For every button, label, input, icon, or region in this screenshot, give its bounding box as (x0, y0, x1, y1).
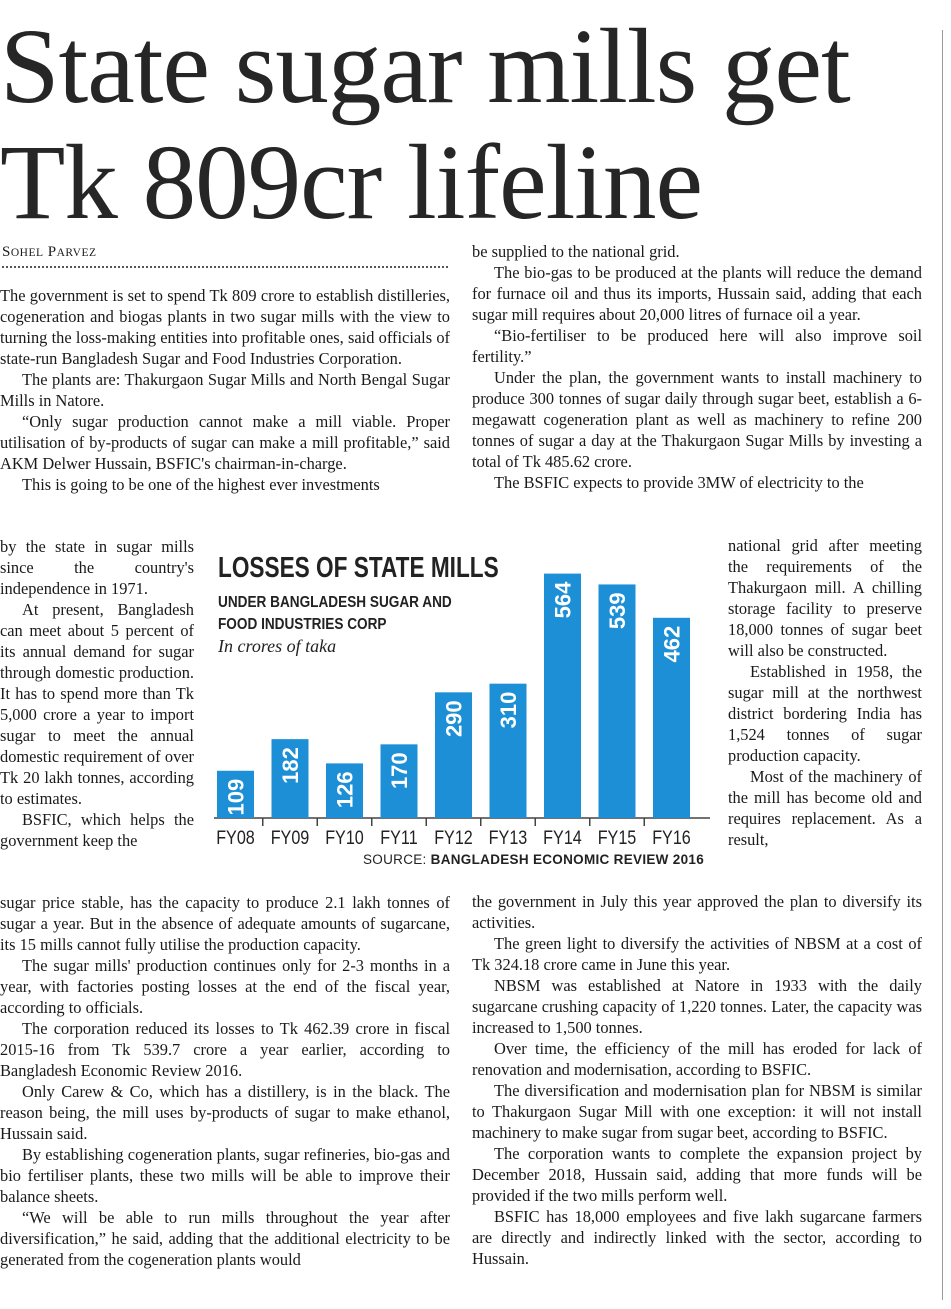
paragraph: At present, Bangladesh can meet about 5 percent of its annual demand for sugar through domestic production. It has to spend more than Tk 5,000 crore a year to import sugar to meet the annual domestic requirement of over Tk 20 lakh tonnes, according to estimates. (0, 600, 194, 808)
x-tick-label: FY14 (543, 826, 582, 849)
bar-value-label: 170 (387, 752, 412, 790)
paragraph: BSFIC, which helps the government keep the (0, 810, 194, 850)
chart-subtitle-line-1: UNDER BANGLADESH SUGAR AND (218, 594, 452, 611)
headline-line-2: Tk 809cr lifeline (0, 124, 703, 242)
chart-subtitle-line-2: FOOD INDUSTRIES CORP (218, 616, 387, 633)
paragraph: Only Carew & Co, which has a distillery, is in the black. The reason being, the mill uses by-products of sugar to make ethanol, Hussain said. (0, 1082, 450, 1143)
chart-source-label: SOURCE: (362, 852, 431, 867)
right-column-top (472, 241, 922, 493)
left-column-top (0, 285, 450, 495)
byline-last-rest: ARVEZ (56, 247, 97, 259)
paragraph: This is going to be one of the highest ever investments (22, 475, 380, 494)
paragraph: sugar price stable, has the capacity to produce 2.1 lakh tonnes of sugar a year. But in the absence of adequate amounts of sugarcane, its 15 mills cannot fully utilise the production capacity. (0, 893, 450, 954)
paragraph: Most of the machinery of the mill has become old and requires replacement. As a result, (728, 767, 922, 849)
x-tick-label: FY09 (270, 826, 310, 849)
bar-value-label: 310 (496, 691, 521, 729)
paragraph: BSFIC has 18,000 employees and five lakh sugarcane farmers are directly and indirectly linked with the sector, according to Hussain. (472, 1207, 922, 1268)
paragraph: Established in 1958, the sugar mill at the northwest district bordering India has 1,524 tonnes of sugar production capacity. (728, 662, 922, 765)
headline-line-1: State sugar mills get (0, 8, 850, 126)
x-tick-label: FY16 (652, 826, 691, 849)
x-tick-label: FY12 (434, 826, 473, 849)
x-tick-label: FY11 (380, 826, 418, 849)
left-column-bottom (0, 892, 450, 1270)
paragraph: by the state in sugar mills since the country's independence in 1971. (0, 537, 194, 598)
chart-source (363, 852, 704, 867)
paragraph: NBSM was established at Natore in 1933 with the daily sugarcane crushing capacity of 1,220 tonnes. Later, the capacity was increased to 1,500 tonnes. (472, 976, 922, 1037)
byline-first-rest: OHEL (10, 247, 44, 259)
paragraph: “Only sugar production cannot make a mill viable. Proper utilisation of by-products of sugar can make a mill profitable,” said AKM Delwer Hussain, BSFIC's chairman-in-charge. (0, 412, 450, 473)
page-edge-rule (942, 30, 943, 1300)
paragraph: national grid after meeting the requirements of the Thakurgaon mill. A chilling storage facility to preserve 18,000 tonnes of sugar beet will also be constructed. (728, 536, 922, 660)
bar-value-label: 290 (441, 700, 467, 738)
x-tick-label: FY08 (216, 826, 255, 849)
chart-plot (210, 540, 722, 880)
paragraph: Over time, the efficiency of the mill has eroded for lack of renovation and modernisation, according to BSFIC. (472, 1039, 922, 1079)
right-column-narrow (728, 535, 922, 850)
x-tick-label: FY13 (488, 826, 528, 849)
paragraph: the government in July this year approved the plan to diversify its activities. (472, 892, 922, 932)
paragraph: By establishing cogeneration plants, sugar refineries, bio-gas and bio fertiliser plants, these two mills will be able to improve their balance sheets. (0, 1145, 450, 1206)
bar-value-label: 126 (332, 771, 358, 809)
paragraph: The green light to diversify the activities of NBSM at a cost of Tk 324.18 crore came in June this year. (472, 934, 922, 974)
chart-title: LOSSES OF STATE MILLS (218, 552, 499, 584)
bar-value-label: 462 (659, 625, 685, 663)
bar-value-label: 109 (223, 778, 249, 816)
paragraph: “Bio-fertiliser to be produced here will also improve soil fertility.” (472, 326, 922, 366)
paragraph: be supplied to the national grid. (472, 242, 680, 261)
paragraph: The corporation reduced its losses to Tk 462.39 crore in fiscal 2015-16 from Tk 539.7 crore a year earlier, according to Bangladesh Economic Review 2016. (0, 1019, 450, 1080)
paragraph: The government is set to spend Tk 809 crore to establish distilleries, cogeneration and biogas plants in two sugar mills with the view to turning the loss-making entities into profitable ones, said officials of state-run Bangladesh Sugar and Food Industries Corporation. (0, 286, 450, 368)
right-column-bottom (472, 891, 922, 1269)
bar-value-label: 182 (278, 747, 303, 784)
paragraph: “We will be able to run mills throughout the year after diversification,” he said, adding that the additional electricity to be generated from the cogeneration plants would (0, 1208, 450, 1269)
x-tick-label: FY15 (597, 826, 637, 849)
paragraph: The bio-gas to be produced at the plants will reduce the demand for furnace oil and thus its imports, Hussain said, adding that each sugar mill requires about 20,000 litres of furnace oil a year. (472, 263, 922, 324)
paragraph: The diversification and modernisation plan for NBSM is similar to Thakurgaon Sugar Mill with one exception: it will not install machinery to make sugar from sugar beet, according to BSFIC. (472, 1081, 922, 1142)
paragraph: Under the plan, the government wants to install machinery to produce 300 tonnes of sugar daily through sugar beet, establish a 6-megawatt cogeneration plant as well as machinery to refine 200 tonnes of sugar a day at the Thakurgaon Sugar Mills by investing a total of Tk 485.62 crore. (472, 368, 922, 471)
bar-value-label: 564 (550, 581, 576, 619)
byline-first-initial: S (2, 244, 11, 260)
byline-last-initial: P (47, 244, 57, 260)
left-column-narrow (0, 536, 194, 851)
paragraph: The BSFIC expects to provide 3MW of electricity to the (494, 473, 864, 492)
x-tick-label: FY10 (325, 826, 364, 849)
byline (2, 244, 97, 261)
bar-value-label: 539 (605, 592, 630, 630)
paragraph: The corporation wants to complete the expansion project by December 2018, Hussain said, adding that more funds will be provided if the two mills perform well. (472, 1144, 922, 1205)
losses-chart (210, 540, 722, 880)
byline-divider (2, 266, 448, 268)
paragraph: The sugar mills' production continues only for 2-3 months in a year, with factories posting losses at the end of the fiscal year, according to officials. (0, 956, 450, 1017)
chart-unit: In crores of taka (218, 636, 337, 656)
paragraph: The plants are: Thakurgaon Sugar Mills and North Bengal Sugar Mills in Natore. (0, 370, 450, 410)
chart-source-name: BANGLADESH ECONOMIC REVIEW 2016 (430, 852, 704, 867)
